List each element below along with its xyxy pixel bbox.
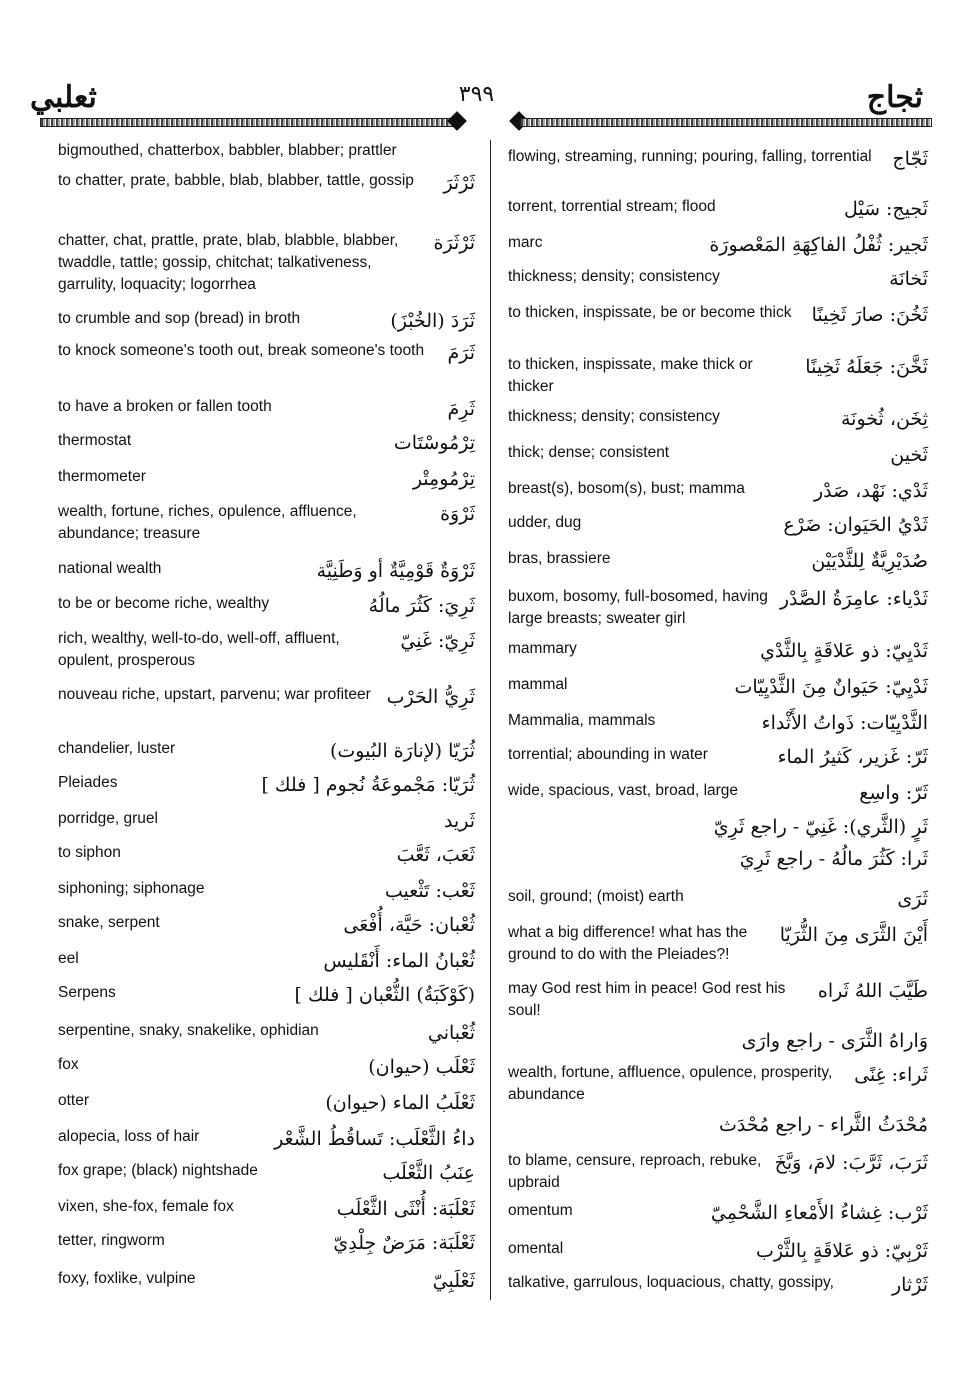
column-divider: [490, 140, 491, 1300]
english-definition: wealth, fortune, riches, opulence, affluence, abundance; treasure: [58, 503, 357, 542]
running-head-right: ثجاج: [866, 80, 923, 115]
english-definition: to crumble and sop (bread) in broth: [58, 310, 301, 327]
english-definition: to chatter, prate, babble, blab, blabber, tattle, gossip: [58, 172, 414, 189]
english-definition: rich, wealthy, well-to-do, well-off, affluent, opulent, prosperous: [58, 630, 340, 669]
english-definition: serpentine, snaky, snakelike, ophidian: [58, 1022, 319, 1039]
dictionary-entry: [58, 1090, 475, 1116]
arabic-headword: (كَوْكَبَةُ) الثُّعْبان [ فلك ]: [294, 984, 475, 1006]
header-rule-left: [40, 118, 458, 127]
arabic-headword: ثَعْلَبِيّ: [432, 1270, 475, 1292]
english-definition: flowing, streaming, running; pouring, falling, torrential: [508, 148, 872, 165]
dictionary-entry: [58, 948, 475, 974]
english-definition: mammal: [508, 676, 568, 693]
dictionary-entry: [58, 1020, 475, 1046]
english-definition: to have a broken or fallen tooth: [58, 398, 272, 415]
dictionary-entry: [508, 442, 928, 468]
english-definition: bigmouthed, chatterbox, babbler, blabber; prattler: [58, 142, 397, 159]
arabic-headword: ثَرْثَرَ: [443, 172, 475, 194]
dictionary-entry: [58, 738, 475, 764]
dictionary-entry: [58, 140, 475, 162]
arabic-headword: ثَرٍ (الثَّري): غَنِيّ - راجع ثَرِيّ: [713, 816, 928, 838]
dictionary-entry: [508, 674, 928, 700]
english-definition: what a big difference! what has the ground to do with the Pleiades?!: [508, 924, 748, 963]
english-definition: omental: [508, 1240, 564, 1257]
dictionary-entry: [58, 1196, 475, 1222]
arabic-headword: ثَدْيِيّ: ذو عَلاقَةٍ بِالثَّدْي: [760, 640, 928, 662]
dictionary-entry: [508, 846, 928, 872]
dictionary-entry: [58, 593, 475, 619]
arabic-headword: ثَعْلَبُ الماء (حيوان): [325, 1092, 475, 1114]
english-definition: buxom, bosomy, full-bosomed, having large breasts; sweater girl: [508, 588, 768, 627]
arabic-headword: ثَرا: كَثُرَ مالُهُ - راجع ثَرِيَ: [739, 848, 928, 870]
arabic-headword: ثِخَن، ثُخونَة: [840, 408, 928, 430]
header-rule-right: [520, 118, 932, 127]
arabic-headword: ثَعَبَ، ثَعَّبَ: [396, 844, 475, 866]
dictionary-entry: [508, 978, 928, 1022]
english-definition: thermostat: [58, 432, 132, 449]
arabic-headword: ثَدْياء: عامِرَةُ الصَّدْر: [779, 588, 928, 610]
english-definition: foxy, foxlike, vulpine: [58, 1270, 196, 1287]
arabic-headword: ثَرِيُّ الحَرْب: [386, 686, 475, 708]
arabic-headword: أَيْنَ الثَّرَى مِنَ الثُّرَيّا: [779, 924, 928, 946]
arabic-headword: ثَدْيُ الحَيَوان: ضَرْع: [783, 514, 928, 536]
dictionary-entry: [58, 912, 475, 938]
dictionary-entry: [508, 232, 928, 258]
english-definition: vixen, she-fox, female fox: [58, 1198, 234, 1215]
dictionary-entry: [58, 684, 475, 710]
dictionary-entry: [508, 512, 928, 538]
arabic-headword: طَيَّبَ اللهُ ثَراه: [817, 980, 928, 1002]
arabic-headword: ثَرَبَ، ثَرَّبَ: لامَ، وَبَّخَ: [774, 1152, 928, 1174]
dictionary-entry: [58, 430, 475, 456]
english-definition: mammary: [508, 640, 577, 657]
dictionary-entry: [508, 406, 928, 432]
english-definition: thickness; density; consistency: [508, 408, 720, 425]
dictionary-entry: [508, 146, 928, 172]
dictionary-entry: [508, 1028, 928, 1054]
dictionary-entry: [508, 710, 928, 736]
arabic-headword: ثَرْوَة: [440, 503, 475, 525]
arabic-headword: ثَجير: ثُفْلُ الفاكِهَةِ المَعْصورَة: [709, 234, 928, 256]
arabic-headword: ثُعْباني: [427, 1022, 475, 1044]
english-definition: fox: [58, 1056, 79, 1073]
dictionary-entry: [508, 1112, 928, 1138]
arabic-headword: ثَرْب: غِشاءُ الأَمْعاءِ الشَّحْمِيّ: [710, 1202, 928, 1224]
english-definition: to blame, censure, reproach, rebuke, upbraid: [508, 1152, 762, 1191]
dictionary-entry: [508, 1200, 928, 1226]
arabic-headword: ثُعْبان: حَيَّة، أُفْعَى: [343, 914, 475, 936]
arabic-headword: ثَرْثار: [891, 1274, 928, 1296]
english-definition: to be or become riche, wealthy: [58, 595, 270, 612]
arabic-headword: ثَدْيِيّ: حَيَوانٌ مِنَ الثَّدْيِيّات: [734, 676, 928, 698]
dictionary-entry: [58, 1126, 475, 1152]
english-definition: alopecia, loss of hair: [58, 1128, 200, 1145]
english-definition: nouveau riche, upstart, parvenu; war profiteer: [58, 686, 371, 703]
arabic-headword: ثَعْلَبَة: مَرَضٌ جِلْدِيّ: [333, 1232, 475, 1254]
arabic-headword: ثَرِمَ: [447, 398, 475, 420]
arabic-headword: تِرْمُوسْتَات: [393, 432, 475, 454]
dictionary-entry: [58, 772, 475, 798]
dictionary-entry: [58, 878, 475, 904]
page-number: ٣٩٩: [458, 82, 495, 107]
dictionary-entry: [508, 1062, 928, 1106]
arabic-headword: وَاراهُ الثَّرَى - راجع وارَى: [741, 1030, 928, 1052]
english-definition: otter: [58, 1092, 90, 1109]
dictionary-entry: [508, 814, 928, 840]
arabic-headword: ثَرِيّ: غَنِيّ: [400, 630, 475, 652]
arabic-headword: ثَرْبِيّ: ذو عَلاقَةٍ بِالثَّرْب: [756, 1240, 928, 1262]
english-definition: wide, spacious, vast, broad, large: [508, 782, 739, 799]
english-definition: fox grape; (black) nightshade: [58, 1162, 258, 1179]
arabic-headword: ثَرَمَ: [447, 342, 475, 364]
english-definition: Mammalia, mammals: [508, 712, 656, 729]
arabic-headword: عِنَبُ الثَّعْلَب: [382, 1162, 475, 1184]
arabic-headword: ثَرْثَرَة: [433, 232, 475, 254]
dictionary-entry: [508, 1150, 928, 1194]
english-definition: to thicken, inspissate, make thick or thicker: [508, 356, 753, 395]
arabic-headword: ثَرَى: [897, 888, 928, 910]
arabic-headword: ثَرْوَةٌ قَوْمِيَّةٌ أو وَطَنِيَّة: [316, 560, 475, 582]
dictionary-entry: [508, 478, 928, 504]
arabic-headword: ثَراء: غِنًى: [854, 1064, 928, 1086]
dictionary-entry: [58, 558, 475, 584]
dictionary-entry: [58, 808, 475, 834]
dictionary-entry: [58, 340, 475, 366]
english-definition: snake, serpent: [58, 914, 160, 931]
arabic-headword: داءُ الثَّعْلَب: تَساقُطُ الشَّعْر: [274, 1128, 475, 1150]
english-definition: omentum: [508, 1202, 573, 1219]
english-definition: national wealth: [58, 560, 162, 577]
arabic-headword: ثَخين: [890, 444, 928, 466]
arabic-headword: ثَجّاج: [892, 148, 928, 170]
dictionary-entry: [508, 886, 928, 912]
arabic-headword: مُحْدَثُ الثَّراء - راجع مُحْدَث: [719, 1114, 928, 1136]
arabic-headword: ثَرِيَ: كَثُرَ مالُهُ: [368, 595, 475, 617]
arabic-headword: ثَريد: [443, 810, 475, 832]
dictionary-entry: [58, 501, 475, 545]
english-definition: breast(s), bosom(s), bust; mamma: [508, 480, 745, 497]
english-definition: to knock someone's tooth out, break someone's tooth: [58, 342, 425, 359]
arabic-headword: ثَخانَة: [889, 268, 928, 290]
english-definition: bras, brassiere: [508, 550, 611, 567]
arabic-headword: ثَعْب: تَثْعيب: [384, 880, 475, 902]
dictionary-entry: [58, 170, 475, 196]
english-definition: thick; dense; consistent: [508, 444, 670, 461]
arabic-headword: ثَعْلَب (حيوان): [368, 1056, 475, 1078]
dictionary-entry: [508, 354, 928, 398]
dictionary-entry: [58, 1054, 475, 1080]
arabic-headword: ثَجيج: سَيْل: [843, 198, 928, 220]
dictionary-entry: [58, 466, 475, 492]
english-definition: to thicken, inspissate, be or become thick: [508, 304, 792, 321]
english-definition: thickness; density; consistency: [508, 268, 720, 285]
english-definition: udder, dug: [508, 514, 582, 531]
english-definition: torrent, torrential stream; flood: [508, 198, 716, 215]
dictionary-entry: [58, 628, 475, 672]
english-definition: wealth, fortune, affluence, opulence, prosperity, abundance: [508, 1064, 833, 1103]
arabic-headword: ثَخَّنَ: جَعَلَهُ ثَخِينًا: [805, 356, 928, 378]
dictionary-entry: [58, 1268, 475, 1294]
arabic-headword: ثَعْلَبَة: أُنْثَى الثَّعْلَب: [336, 1198, 475, 1220]
english-definition: marc: [508, 234, 543, 251]
dictionary-entry: [58, 1160, 475, 1186]
dictionary-entry: [508, 1238, 928, 1264]
dictionary-entry: [508, 586, 928, 630]
dictionary-entry: [58, 308, 475, 334]
arabic-headword: ثُعْبانُ الماء: أَنْقَليس: [323, 950, 475, 972]
dictionary-entry: [508, 744, 928, 770]
arabic-headword: صُدَيْرِيَّةٌ لِلثَّدْيَيْن: [811, 550, 928, 572]
english-definition: may God rest him in peace! God rest his soul!: [508, 980, 786, 1019]
english-definition: chatter, chat, prattle, prate, blab, blabble, blabber, twaddle, tattle; gossip, chitchat; talkativeness, garrulity, loquacity; logorrhea: [58, 232, 399, 293]
dictionary-entry: [508, 548, 928, 574]
arabic-headword: الثَّدْيِيّات: ذَواتُ الأَثْداء: [761, 712, 928, 734]
dictionary-entry: [508, 196, 928, 222]
dictionary-entry: [508, 922, 928, 966]
arabic-headword: ثَرّ: غَزير، كَثيرُ الماء: [777, 746, 928, 768]
english-definition: soil, ground; (moist) earth: [508, 888, 684, 905]
diamond-ornament-left: [447, 111, 467, 131]
english-definition: chandelier, luster: [58, 740, 176, 757]
arabic-headword: ثَدْي: نَهْد، صَدْر: [813, 480, 928, 502]
running-head-left: ثعلبي: [30, 80, 97, 115]
dictionary-entry: [508, 638, 928, 664]
english-definition: torrential; abounding in water: [508, 746, 708, 763]
dictionary-entry: [58, 982, 475, 1008]
english-definition: Pleiades: [58, 774, 118, 791]
english-definition: eel: [58, 950, 79, 967]
arabic-headword: ثَرّ: واسِع: [859, 782, 928, 804]
english-definition: porridge, gruel: [58, 810, 158, 827]
english-definition: thermometer: [58, 468, 146, 485]
english-definition: Serpens: [58, 984, 116, 1001]
dictionary-entry: [58, 396, 475, 422]
dictionary-entry: [58, 230, 475, 296]
dictionary-entry: [508, 780, 928, 806]
dictionary-entry: [58, 842, 475, 868]
dictionary-entry: [508, 302, 928, 328]
arabic-headword: ثُرَيّا (لإنارَة البُيوت): [329, 740, 475, 762]
dictionary-entry: [508, 1272, 928, 1298]
english-definition: siphoning; siphonage: [58, 880, 205, 897]
english-definition: talkative, garrulous, loquacious, chatty, gossipy,: [508, 1274, 834, 1291]
dictionary-entry: [58, 1230, 475, 1256]
arabic-headword: تِرْمُومِتْر: [412, 468, 475, 490]
arabic-headword: ثُرَيّا: مَجْموعَةُ نُجوم [ فلك ]: [261, 774, 475, 796]
english-definition: to siphon: [58, 844, 121, 861]
arabic-headword: ثَخُنَ: صارَ ثَخِينًا: [811, 304, 928, 326]
arabic-headword: ثَرَدَ (الخُبْزَ): [390, 310, 475, 332]
english-definition: tetter, ringworm: [58, 1232, 165, 1249]
dictionary-entry: [508, 266, 928, 292]
